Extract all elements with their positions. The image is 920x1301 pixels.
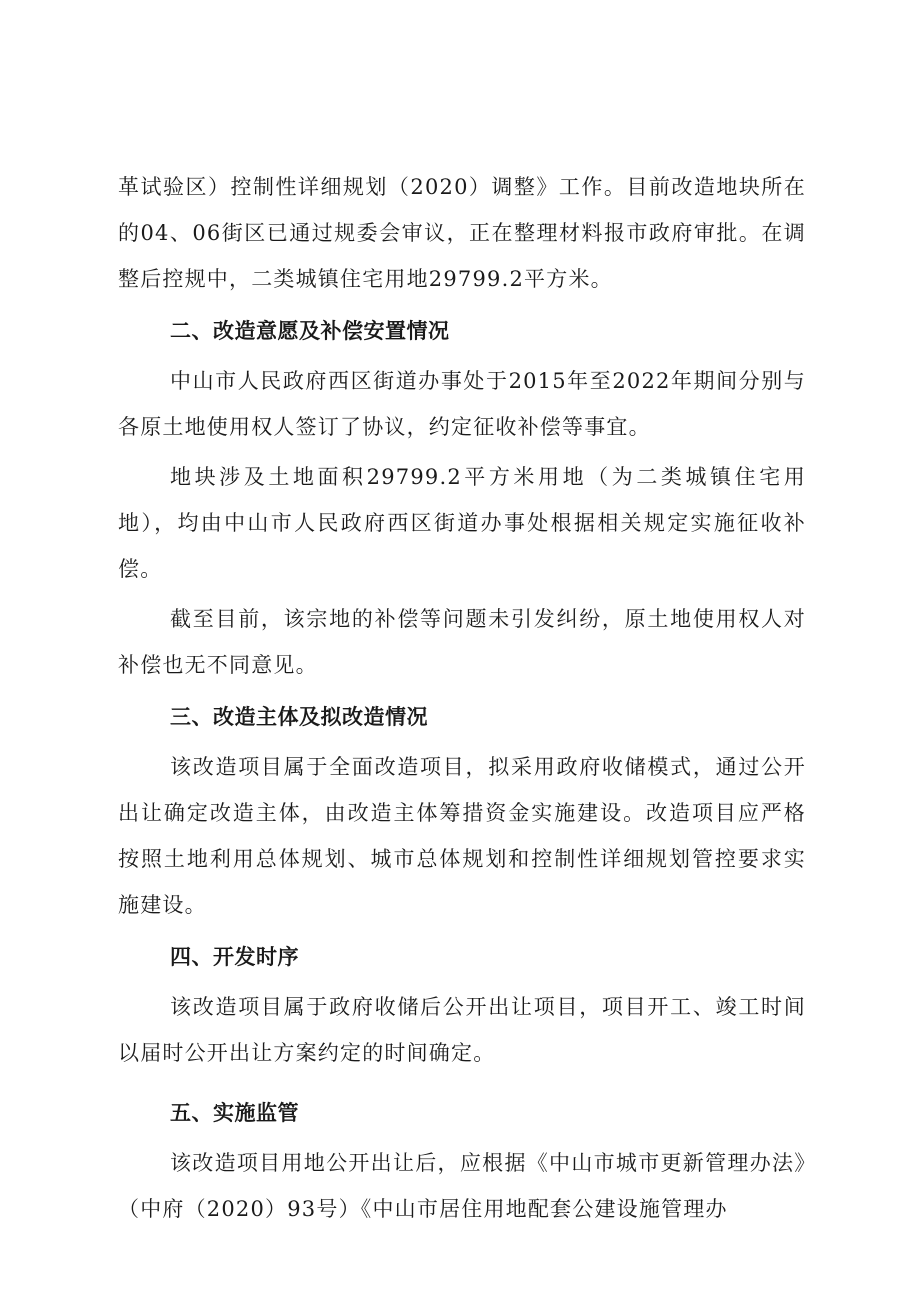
paragraph-schedule: 该改造项目属于政府收储后公开出让项目，项目开工、竣工时间以届时公开出让方案约定的时间确定。	[118, 995, 806, 1065]
section-heading-compensation: 二、改造意愿及补偿安置情况	[170, 319, 450, 343]
section-heading-supervision: 五、实施监管	[170, 1101, 299, 1125]
section-heading-renovation-subject: 三、改造主体及拟改造情况	[170, 705, 428, 729]
paragraph-renovation-plan: 该改造项目属于全面改造项目，拟采用政府收储模式，通过公开出让确定改造主体，由改造主体筹措资金实施建设。改造项目应严格按照土地利用总体规划、城市总体规划和控制性详细规划管控要求实施建设。	[118, 755, 806, 917]
paragraph-no-dispute: 截至目前，该宗地的补偿等问题未引发纠纷，原土地使用权人对补偿也无不同意见。	[118, 607, 806, 677]
section-heading-development-schedule: 四、开发时序	[170, 945, 299, 969]
paragraph-supervision: 该改造项目用地公开出让后，应根据《中山市城市更新管理办法》（中府（2020）93号）《中山市居住用地配套公建设施管理办	[118, 1151, 806, 1221]
continued-paragraph: 革试验区）控制性详细规划（2020）调整》工作。目前改造地块所在的04、06街区已通过规委会审议，正在整理材料报市政府审批。在调整后控规中，二类城镇住宅用地29799.2平方米。	[118, 175, 806, 291]
paragraph-land-area: 地块涉及土地面积29799.2平方米用地（为二类城镇住宅用地），均由中山市人民政府西区街道办事处根据相关规定实施征收补偿。	[118, 465, 806, 581]
paragraph-agreement: 中山市人民政府西区街道办事处于2015年至2022年期间分别与各原土地使用权人签订了协议，约定征收补偿等事宜。	[118, 369, 806, 439]
document-body	[118, 164, 806, 1236]
